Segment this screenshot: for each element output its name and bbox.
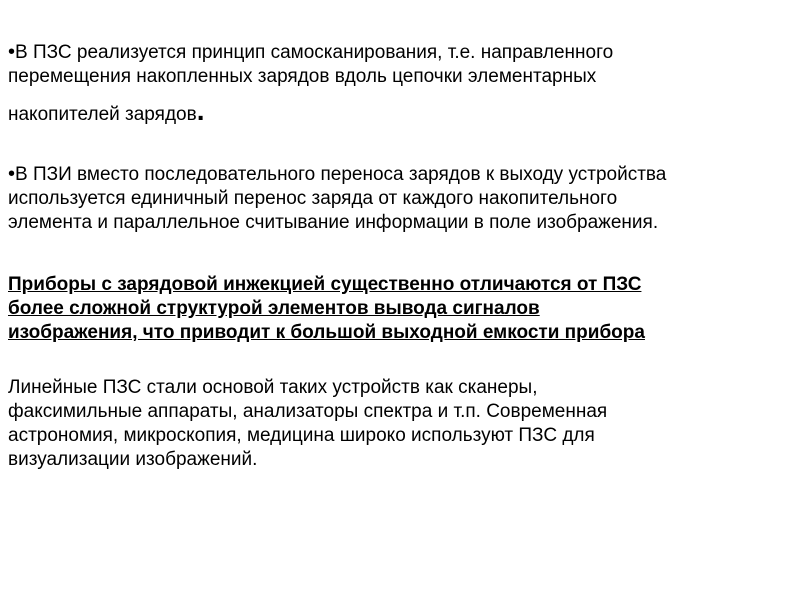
paragraph-linear-ccd-applications xyxy=(8,376,788,472)
paragraph-ccd-self-scanning xyxy=(8,40,788,127)
text-line xyxy=(8,162,788,187)
text: В ПЗИ вместо последовательного переноса зарядов к выходу устройства xyxy=(15,164,667,185)
text-line: Приборы с зарядовой инжекцией существенно отличаются от ПЗС xyxy=(8,274,642,295)
bullet: • xyxy=(8,41,16,63)
text-line: Линейные ПЗС стали основой таких устройств как сканеры, xyxy=(8,377,538,398)
text-line: элемента и параллельное считывание информации в поле изображения. xyxy=(8,212,659,233)
text: В ПЗС реализуется принцип самосканирования, т.е. направленного xyxy=(15,42,614,63)
text-line: астрономия, микроскопия, медицина широко используют ПЗС для xyxy=(8,425,595,446)
text-line: визуализации изображений. xyxy=(8,449,258,470)
text-line xyxy=(8,40,788,65)
text-line: используется единичный перенос заряда от каждого накопительного xyxy=(8,188,618,209)
period: . xyxy=(196,95,205,126)
paragraph-cid-readout xyxy=(8,162,788,235)
text-line: изображения, что приводит к большой выходной емкости прибора xyxy=(8,322,645,343)
text: накопителей зарядов xyxy=(8,104,197,125)
text-line: перемещения накопленных зарядов вдоль цепочки элементарных xyxy=(8,66,597,87)
text-line: факсимильные аппараты, анализаторы спектра и т.п. Современная xyxy=(8,401,608,422)
paragraph-cid-difference-emphasis xyxy=(8,273,788,345)
text-line: более сложной структурой элементов вывода сигналов xyxy=(8,298,540,319)
text-line xyxy=(8,95,788,127)
bullet: • xyxy=(8,163,16,185)
